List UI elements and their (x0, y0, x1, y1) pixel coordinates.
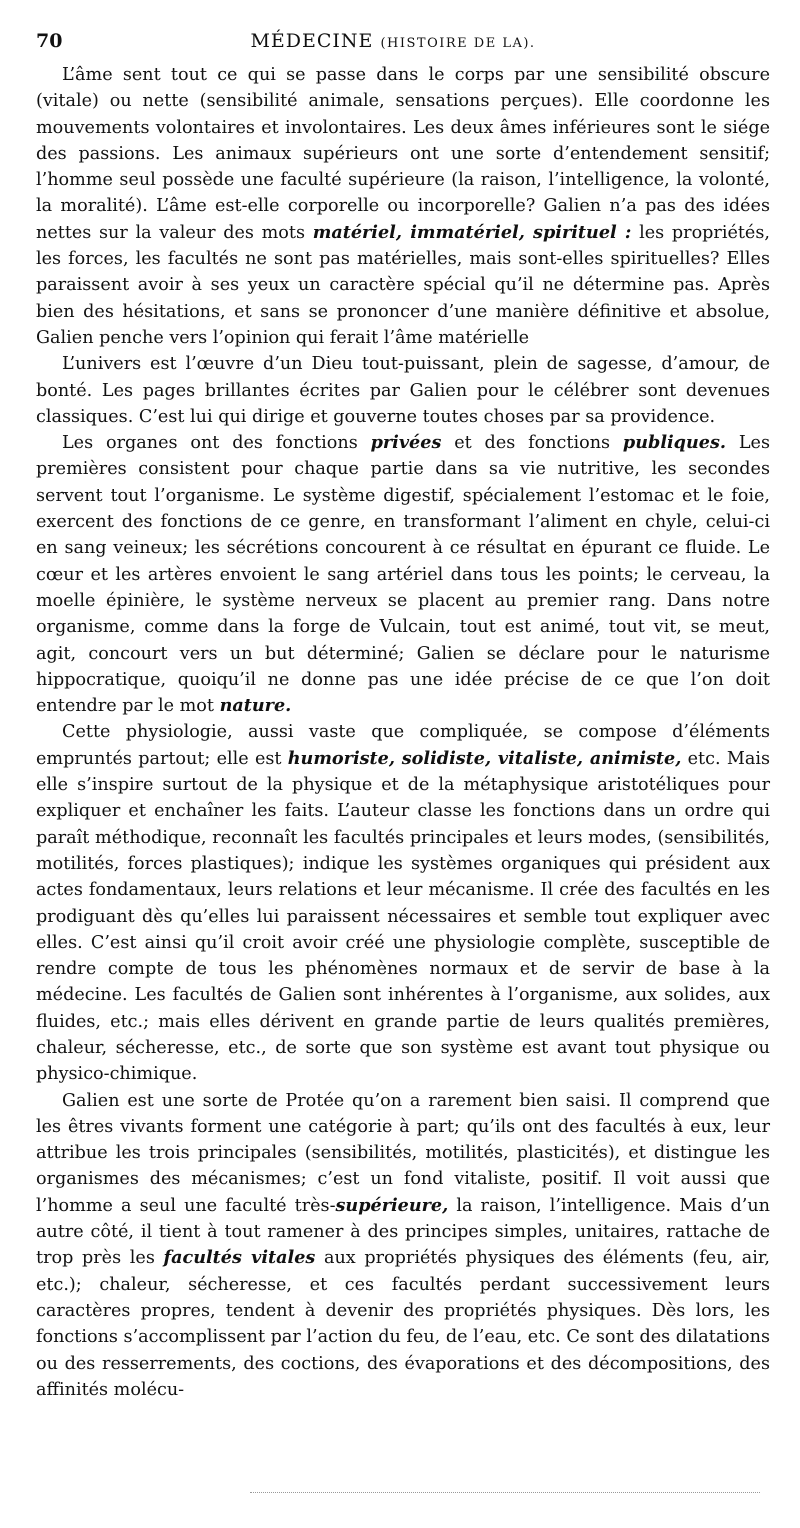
text-run: Les organes ont des fonctions (62, 433, 371, 454)
italic-run: supérieure, (335, 1194, 449, 1216)
running-title (76, 30, 770, 52)
text-run: Cette physiologie, aussi vaste que compliquée, se compose d’éléments empruntés partout; elle est (36, 722, 770, 769)
italic-run: nature. (219, 695, 292, 717)
italic-run: publiques. (622, 432, 727, 454)
paragraph-4 (36, 719, 770, 1087)
text-run: Galien est une sorte de Protée qu’on a rarement bien saisi. Il comprend que les êtres vivants forment une catégorie à part; qu’ils ont des facultés à eux, leur attribue les trois principales (sensibilités, motilités, plasticités), et distingue les organismes des mécanismes; c’est un fond vitaliste, positif. Il voit aussi que l’homme a seul une faculté très- (36, 1090, 770, 1216)
italic-run: facultés vitales (163, 1247, 316, 1269)
text-run: la raison, l’intelligence. Mais d’un autre côté, il tient à tout ramener à des principes simples, unitaires, rattache de trop près les (36, 1195, 770, 1269)
body-text (36, 62, 770, 1403)
italic-run: matériel, immatériel, spirituel : (312, 221, 632, 243)
page-number: 70 (36, 30, 63, 52)
text-run: Les premières consistent pour chaque partie dans sa vie nutritive, les secondes servent tout l’organisme. Le système digestif, spécialement l’estomac et le foie, exercent des fonctions de ce genre, en transformant l’aliment en chyle, celui-ci en sang veineux; les sécrétions concourent à ce résultat en épurant ce fluide. Le cœur et les artères envoient le sang artériel dans tous les points; le cerveau, la moelle épinière, le système nerveux se placent au premier rang. Dans notre organisme, comme dans la forge de Vulcain, tout est animé, tout vit, se meut, agit, concourt vers un but déterminé; Galien se déclare pour le naturisme hippocratique, quoiqu’il ne donne pas une idée précise de ce que l’on doit entendre par le mot (36, 433, 770, 717)
text-run: L’univers est l’œuvre d’un Dieu tout-puissant, plein de sagesse, d’amour, de bonté. Les pages brillantes écrites par Galien pour le célébrer sont devenues classiques. C’est lui qui dirige et gouverne toutes choses par sa providence. (36, 354, 770, 427)
text-run: et des fonctions (441, 433, 623, 454)
running-title-sub: (HISTOIRE DE LA). (380, 36, 536, 51)
italic-run: humoriste, solidiste, vitaliste, animiste, (287, 747, 682, 769)
text-run: L’âme sent tout ce qui se passe dans le corps par une sensibilité obscure (vitale) ou nette (sensibilité animale, sensations perçues). Elle coordonne les mouvements volontaires et involontaires. Les deux âmes inférieures sont le siége des passions. Les animaux supérieurs ont une sorte d’entendement sensitif; l’homme seul possède une faculté supérieure (la raison, l’intelligence, la volonté, la moralité). L’âme est-elle corporelle ou incorporelle? Galien n’a pas des idées nettes sur la valeur des mots (36, 65, 770, 243)
running-head (36, 30, 770, 62)
paragraph-2 (36, 351, 770, 430)
italic-run: privées (370, 432, 442, 454)
paragraph-3 (36, 430, 770, 719)
paragraph-1 (36, 62, 770, 351)
book-page (36, 30, 770, 1403)
text-run: aux propriétés physiques des éléments (feu, air, etc.); chaleur, sécheresse, et ces facultés perdant successivement leurs caractères propres, tendent à devenir des propriétés physiques. Dès lors, les fonctions s’accomplissent par l’action du feu, de l’eau, etc. Ce sont des dilatations ou des resserrements, des coctions, des évaporations et des décompositions, des affinités molécu- (36, 1248, 770, 1400)
text-run: etc. Mais elle s’inspire surtout de la physique et de la métaphysique aristotéliques pour expliquer et enchaîner les faits. L’auteur classe les fonctions dans un ordre qui paraît méthodique, reconnaît les facultés principales et leurs modes, (sensibilités, motilités, forces plastiques); indique les systèmes organiques qui président aux actes fondamentaux, leurs relations et leur mécanisme. Il crée des facultés en les prodiguant dès qu’elles lui paraissent nécessaires et semble tout expliquer avec elles. C’est ainsi qu’il croit avoir créé une physiologie complète, susceptible de rendre compte de tous les phénomènes normaux et de servir de base à la médecine. Les facultés de Galien sont inhérentes à l’organisme, aux solides, aux fluides, etc.; mais elles dérivent en grande partie de leurs qualités premières, chaleur, sécheresse, etc., de sorte que son système est avant tout physique ou physico-chimique. (36, 748, 770, 1085)
running-title-main: MÉDECINE (250, 30, 374, 52)
text-run: les propriétés, les forces, les facultés ne sont pas matérielles, mais sont-elles spirituelles? Elles paraissent avoir à ses yeux un caractère spécial qu’il ne détermine pas. Après bien des hésitations, et sans se prononcer d’une manière définitive et absolue, Galien penche vers l’opinion qui ferait l’âme matérielle (36, 222, 770, 348)
paragraph-5 (36, 1088, 770, 1404)
footer-rule (250, 1492, 760, 1493)
